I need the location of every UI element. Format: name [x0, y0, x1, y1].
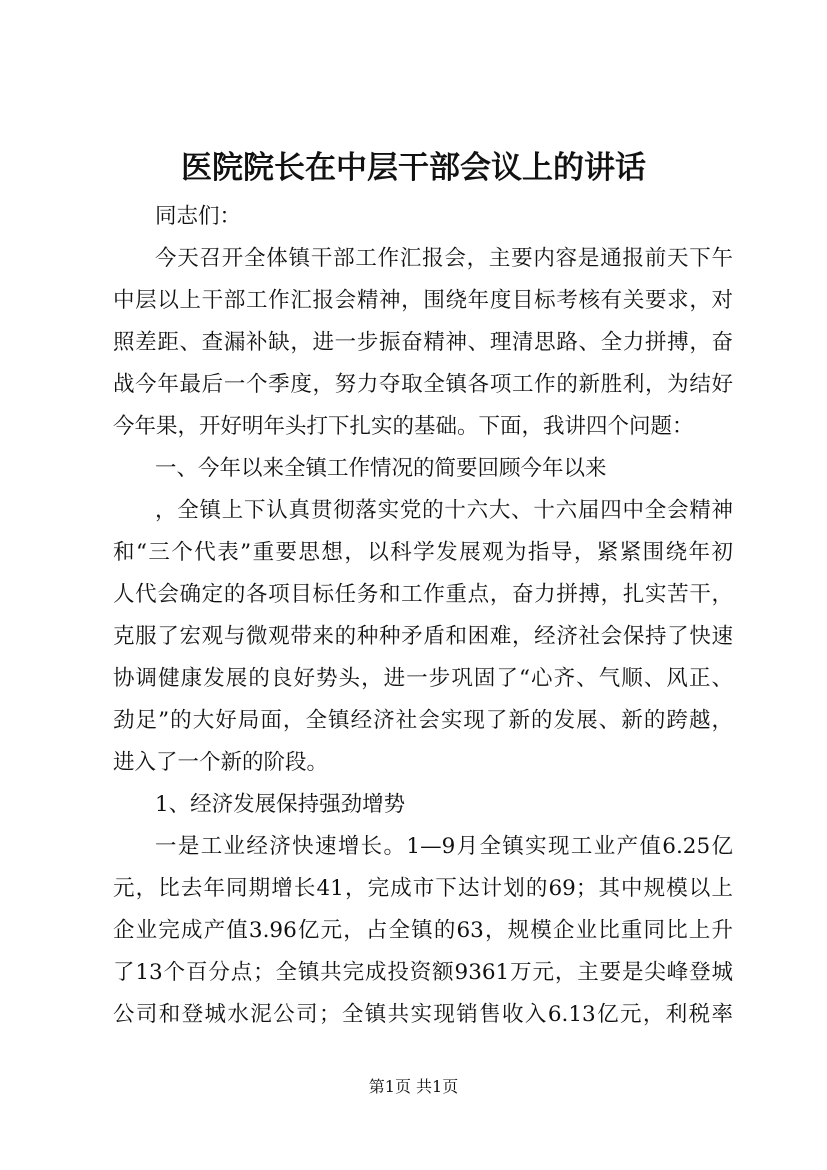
paragraph-line: 1、经济发展保持强劲增势 — [155, 792, 406, 817]
paragraph-line: 进入了一个新的阶段。 — [113, 750, 329, 775]
paragraph-line: 今天召开全体镇干部工作汇报会，主要内容是通报前天下午 — [155, 246, 733, 271]
paragraph-line: 同志们： — [155, 204, 242, 229]
paragraph-line: 人代会确定的各项目标任务和工作重点，奋力拼搏，扎实苦干， — [113, 582, 733, 607]
paragraph-line: 中层以上干部工作汇报会精神，围绕年度目标考核有关要求，对 — [113, 288, 733, 313]
paragraph-line: 元，比去年同期增长41，完成市下达计划的69；其中规模以上 — [113, 876, 733, 901]
document-body — [113, 196, 733, 1036]
paragraph-line: 企业完成产值3.96亿元，占全镇的63，规模企业比重同比上升 — [113, 918, 733, 943]
paragraph-line: ，全镇上下认真贯彻落实党的十六大、十六届四中全会精神 — [155, 498, 733, 523]
paragraph-line: 和“三个代表”重要思想，以科学发展观为指导，紧紧围绕年初 — [113, 540, 733, 565]
paragraph-line: 照差距、查漏补缺，进一步振奋精神、理清思路、全力拼搏，奋 — [113, 330, 733, 355]
document-title: 医院院长在中层干部会议上的讲话 — [181, 150, 646, 186]
paragraph-line: 公司和登城水泥公司；全镇共实现销售收入6.13亿元，利税率 — [113, 1002, 733, 1027]
paragraph-line: 一、今年以来全镇工作情况的简要回顾今年以来 — [155, 456, 607, 481]
paragraph-line: 劲足”的大好局面，全镇经济社会实现了新的发展、新的跨越， — [113, 708, 733, 733]
paragraph-line: 战今年最后一个季度，努力夺取全镇各项工作的新胜利，为结好 — [113, 372, 733, 397]
paragraph-line: 了13个百分点；全镇共完成投资额9361万元，主要是尖峰登城 — [113, 960, 733, 985]
paragraph-line: 协调健康发展的良好势头，进一步巩固了“心齐、气顺、风正、 — [113, 666, 733, 691]
paragraph-line: 今年果，开好明年头打下扎实的基础。下面，我讲四个问题： — [113, 414, 694, 439]
paragraph-line: 一是工业经济快速增长。1—9月全镇实现工业产值6.25亿 — [155, 834, 733, 859]
paragraph-line: 克服了宏观与微观带来的种种矛盾和困难，经济社会保持了快速 — [113, 624, 733, 649]
page-footer: 第1页 共1页 — [368, 1077, 459, 1096]
